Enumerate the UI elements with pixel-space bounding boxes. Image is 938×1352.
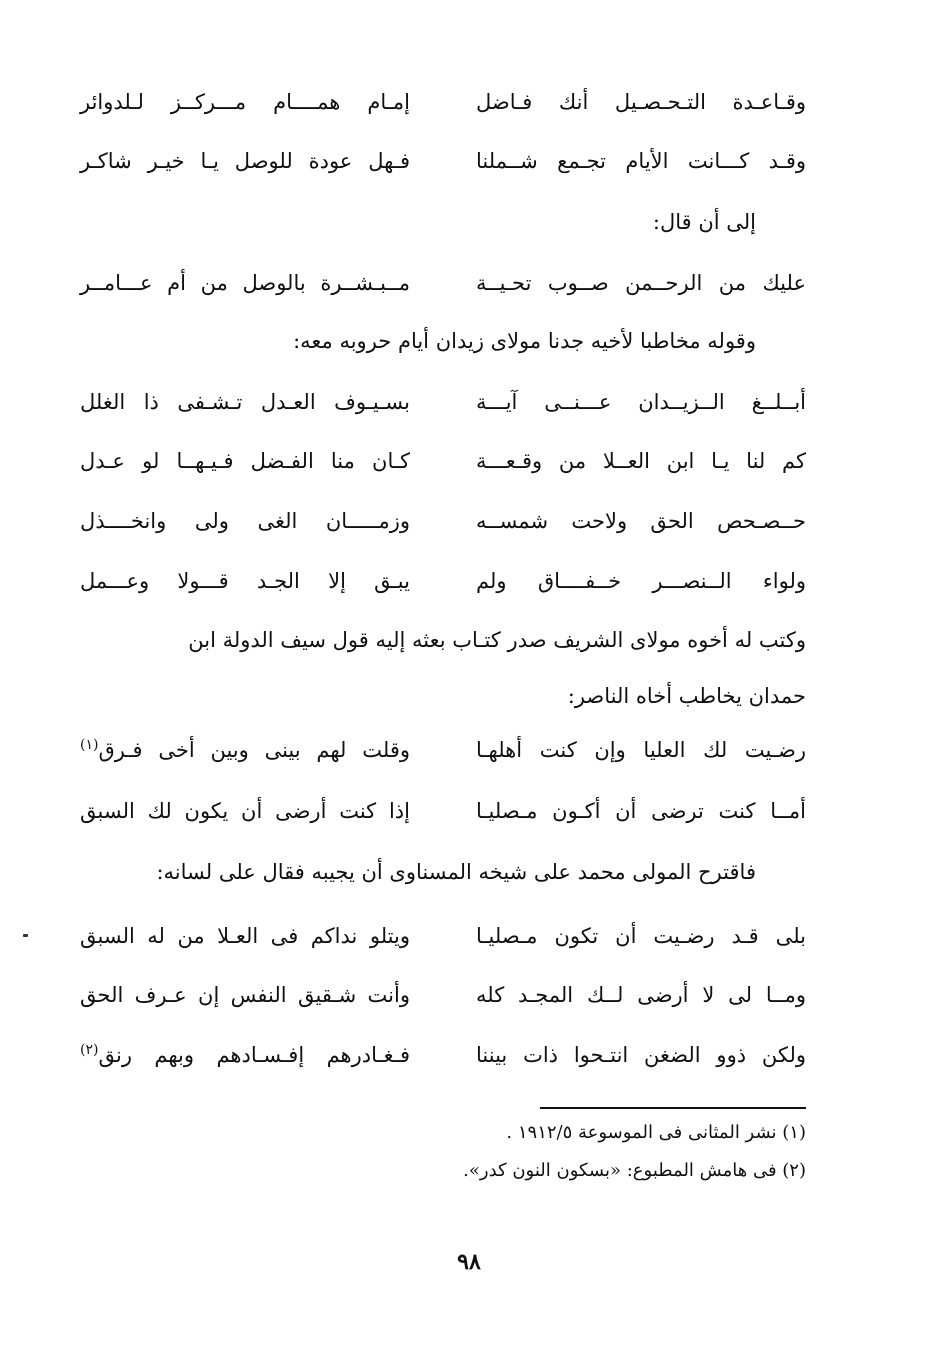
verse-first-hemistich: عليك من الرحــمن صــوب تحـيــة: [476, 271, 806, 295]
verse-line: [80, 559, 806, 603]
verse-second-hemistich: مــبـشــرة بالوصل من أم عـــامــر: [80, 271, 410, 295]
prose-line: وكتب له أخوه مولاى الشريف صدر كتـاب بعثه إليه قول سيف الدولة ابن: [188, 628, 806, 652]
hemistich-text: وقلت لهم بينى وبين أخى فـرق: [98, 738, 410, 762]
verse-first-hemistich: أمــا كنت ترضى أن أكـون مـصليـا: [476, 799, 806, 823]
page-number: ٩٨: [457, 1249, 481, 1275]
hemistich-text: فـغـادرهم إفـسـادهم وبهم رنق: [98, 1043, 410, 1067]
verse-second-hemistich: بسـيـوف العـدل تـشـفى ذا الغلل: [80, 390, 410, 414]
verse-first-hemistich: ولواء الــنصـــر خــفــــاق ولم: [476, 569, 806, 593]
verse-second-hemistich: وأنت شـقيق النفس إن عـرف الحق: [80, 983, 410, 1007]
verse-first-hemistich: أبــلــغ الــزيــدان عـــنــى آيـــة: [476, 390, 806, 414]
footnote-marker: (١): [80, 737, 99, 753]
scan-speck: [23, 934, 28, 937]
footnote-separator: [540, 1107, 806, 1109]
verse-first-hemistich: حــصـحص الحق ولاحت شمســه: [476, 509, 806, 533]
prose-line: فاقترح المولى محمد على شيخه المسناوى أن يجيبه فقال على لسانه:: [156, 860, 756, 884]
verse-line: [80, 499, 806, 543]
verse-line: [80, 380, 806, 424]
prose-line: إلى أن قال:: [652, 210, 756, 234]
footnote: (٢) فى هامش المطبوع: «بسكون النون كدر».: [463, 1160, 806, 1181]
verse-second-hemistich: يبـق إلا الجـد قـــولا وعـــمل: [80, 569, 410, 593]
prose-line: وقوله مخاطبا لأخيه جدنا مولاى زيدان أيام حروبه معه:: [293, 329, 756, 353]
verse-line: [80, 973, 806, 1017]
verse-first-hemistich: بلى قـد رضـيت أن تكون مـصليـا: [476, 924, 806, 948]
verse-second-hemistich: كـان منا الفـضل فـيـهــا لو عـدل: [80, 449, 410, 473]
verse-line: [80, 261, 806, 305]
verse-second-hemistich: وزمـــــان الغى ولى وانخــــذل: [80, 509, 410, 533]
verse-first-hemistich: ومــا لى لا أرضى لــك المجـد كله: [476, 983, 806, 1007]
verse-first-hemistich: ولكن ذوو الضغن انتـحوا ذات بيننا: [476, 1043, 806, 1067]
footnote: (١) نشر المثانى فى الموسوعة ١٩١٢/٥ .: [506, 1122, 806, 1143]
verse-second-hemistich: إمـام همــــام مـــركــز لـلدوائر: [80, 90, 410, 114]
verse-line: [80, 914, 806, 958]
verse-line: [80, 728, 806, 772]
verse-line: [80, 80, 806, 124]
verse-second-hemistich: [80, 1033, 410, 1077]
verse-second-hemistich: [80, 728, 410, 772]
verse-line: [80, 439, 806, 483]
verse-second-hemistich: ويتلو نداكم فى العـلا من له السبق: [80, 924, 410, 948]
verse-first-hemistich: رضـيت لك العليا وإن كنت أهلهـا: [476, 738, 806, 762]
verse-line: [80, 139, 806, 183]
verse-first-hemistich: وقـد كـــانت الأيام تجـمع شــملنا: [476, 149, 806, 173]
footnote-marker: (٢): [80, 1042, 99, 1058]
verse-first-hemistich: وقـاعـدة التـحـصـيل أنك فـاضل: [476, 90, 806, 114]
verse-second-hemistich: إذا كنت أرضى أن يكون لك السبق: [80, 799, 410, 823]
verse-second-hemistich: فـهل عودة للوصل يـا خيـر شاكـر: [80, 149, 410, 173]
verse-line: [80, 789, 806, 833]
verse-line: [80, 1033, 806, 1077]
verse-first-hemistich: كم لنا يـا ابن العــلا من وقـعـــة: [476, 449, 806, 473]
prose-line: حمدان يخاطب أخاه الناصر:: [567, 684, 806, 708]
